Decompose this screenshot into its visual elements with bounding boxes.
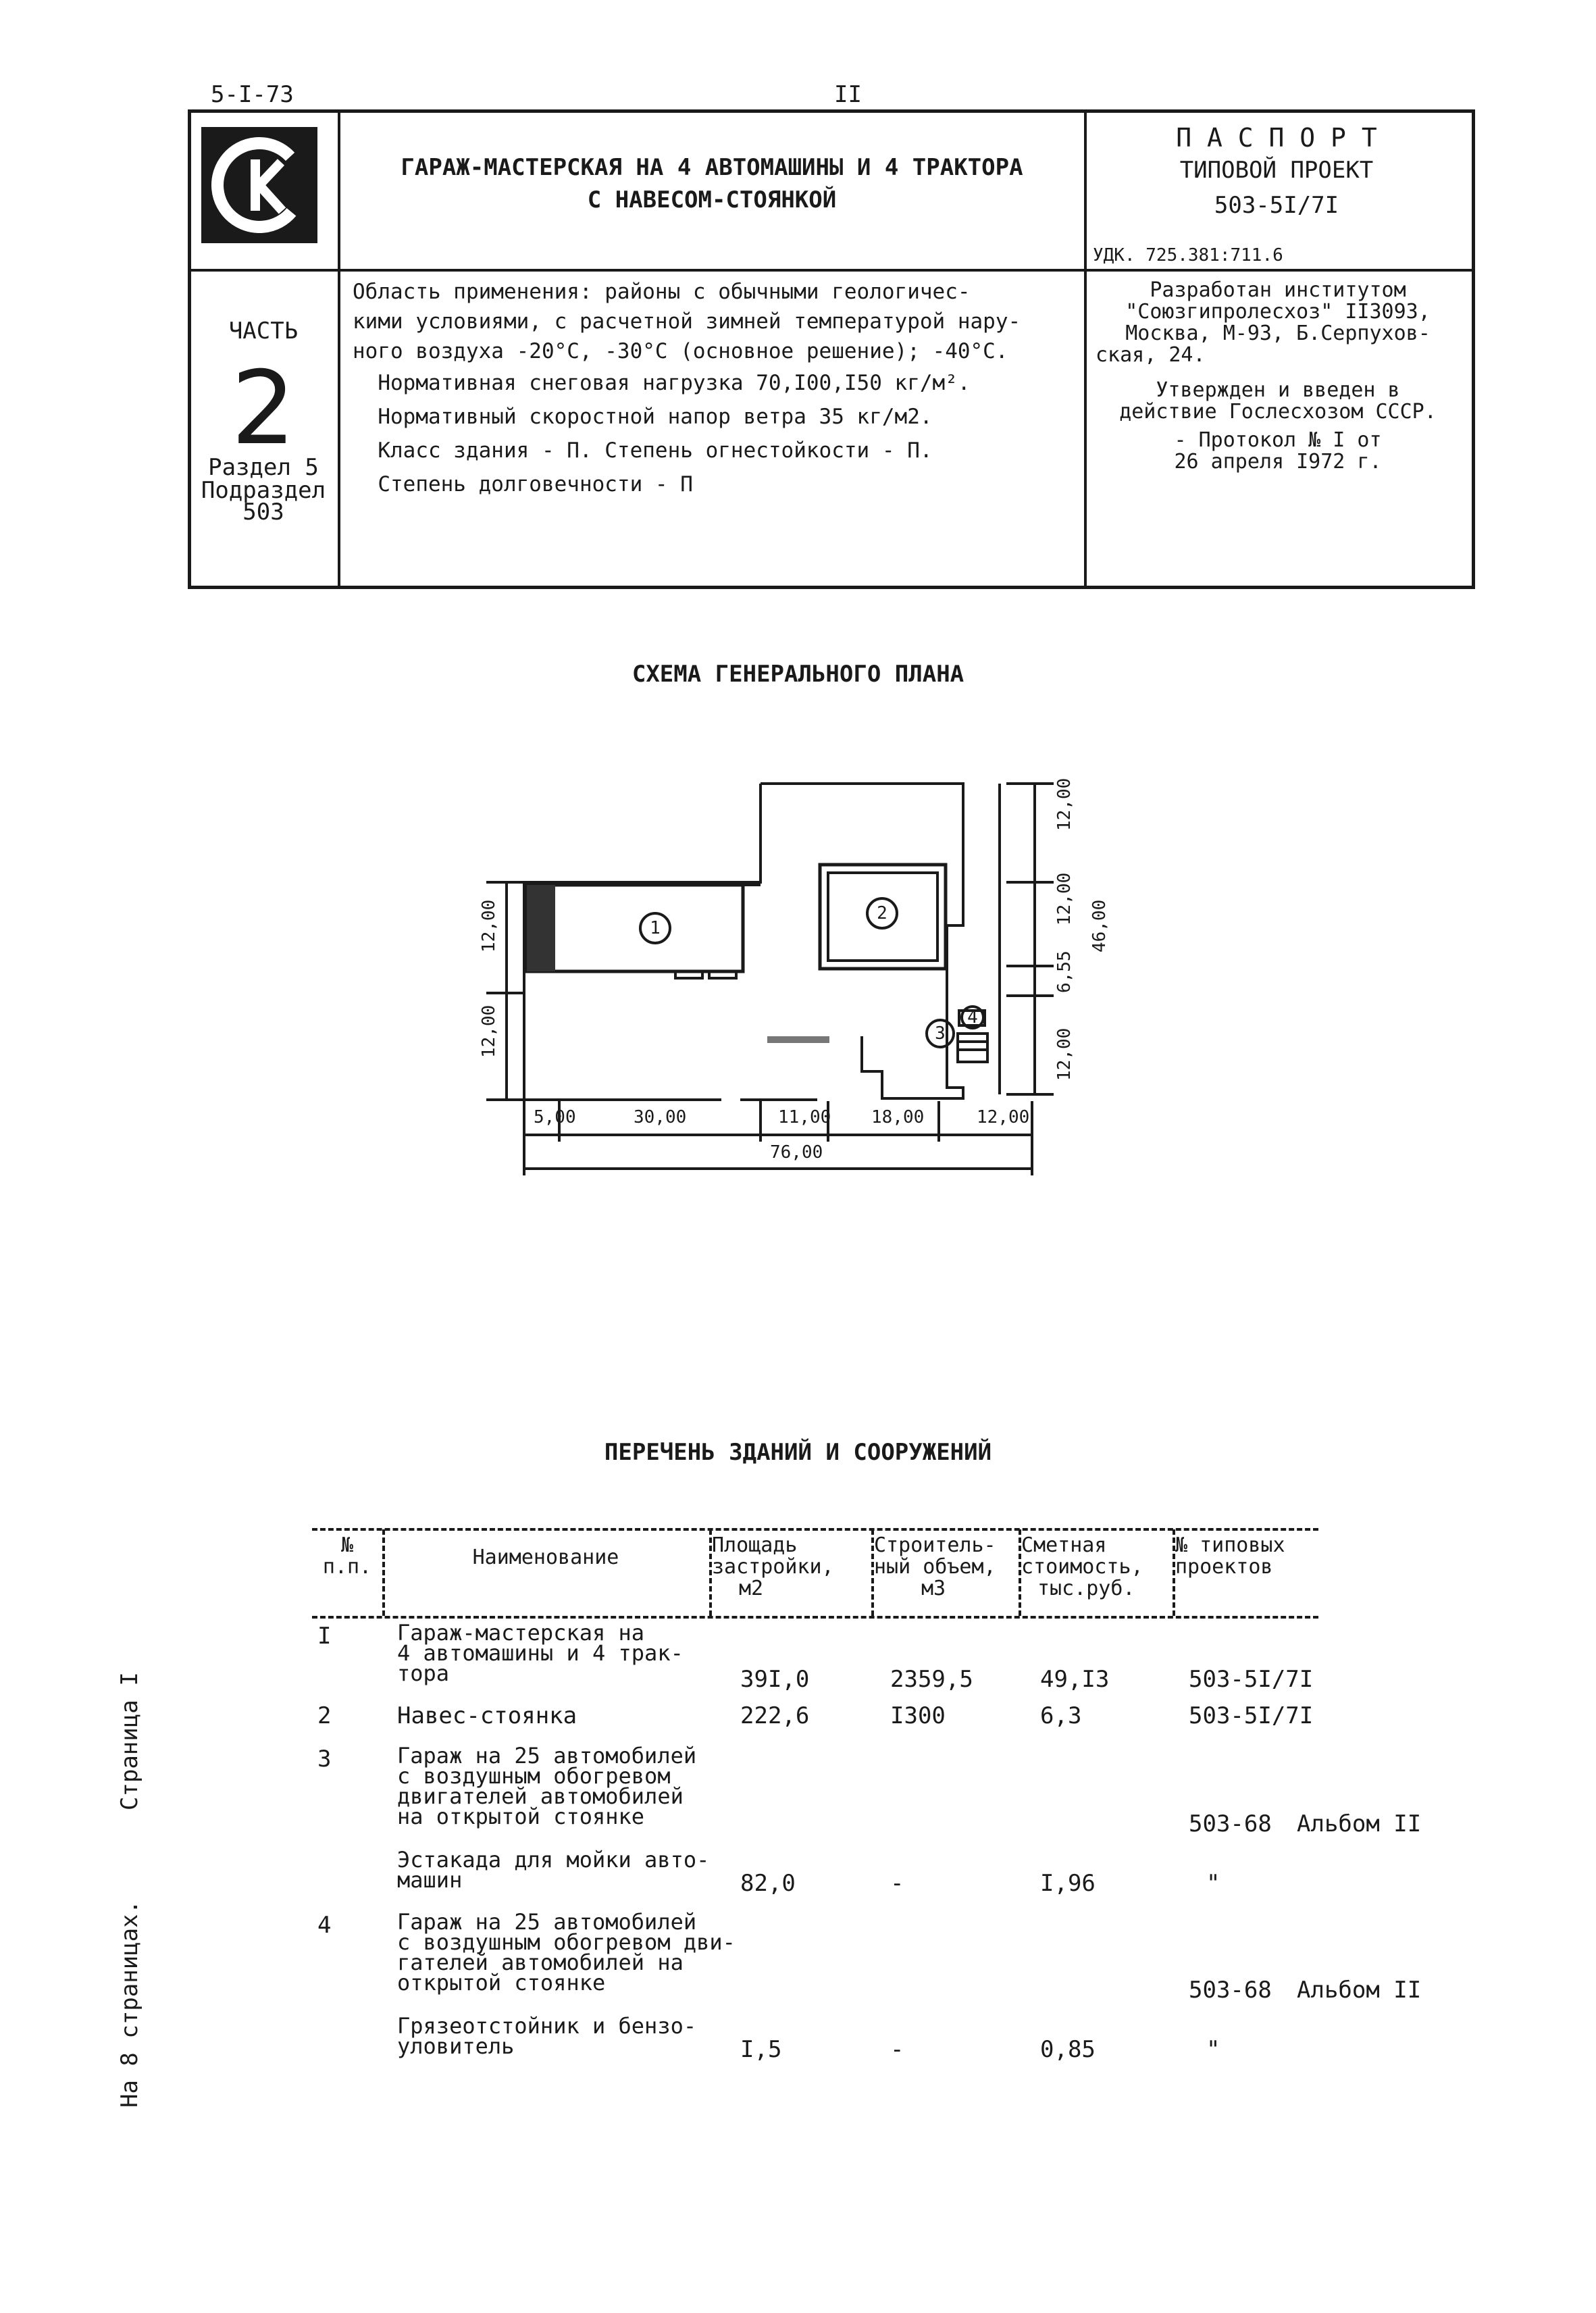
- row-name: Навес-стоянка: [397, 1702, 577, 1729]
- row-name: [397, 1620, 684, 1686]
- row-num: 4: [317, 1912, 332, 1939]
- plan-dim-right: 6,55: [1054, 950, 1075, 993]
- row-name-line: гателей автомобилей на: [397, 1950, 684, 1975]
- developer-line: Утвержден и введен в: [1156, 378, 1400, 402]
- row-area: 39I,0: [740, 1666, 810, 1693]
- header-volume: [874, 1535, 1017, 1600]
- row-cost: 49,I3: [1040, 1666, 1110, 1693]
- row-project: ": [1206, 1870, 1220, 1897]
- row-name-line: Гараж-мастерская на: [397, 1620, 645, 1646]
- plan-dim-bottom: 11,00: [778, 1107, 831, 1127]
- row-project: 503-68: [1189, 1977, 1272, 2004]
- row-name: [397, 1909, 736, 1996]
- plan-dim-bottom: 18,00: [871, 1107, 925, 1127]
- header-projects-line: № типовых: [1175, 1533, 1285, 1557]
- header-projects: [1175, 1535, 1318, 1578]
- page-label: Страница I: [116, 1672, 143, 1810]
- header-volume-line: м3: [921, 1577, 946, 1600]
- plan-dim-right: 12,00: [1054, 1027, 1075, 1081]
- plan-dim-bottom: 5,00: [534, 1107, 576, 1127]
- header-num-line: №: [340, 1533, 354, 1557]
- plan-marker-3: 3: [935, 1023, 946, 1044]
- developer-line: Москва, М-93, Б.Серпухов-: [1125, 322, 1431, 345]
- developer-line: "Союзгипролесхоз" II3093,: [1125, 300, 1431, 324]
- row-name-line: Гараж на 25 автомобилей: [397, 1743, 697, 1769]
- plan-marker-1: 1: [650, 918, 661, 938]
- developer-line: 26 апреля I972 г.: [1174, 450, 1382, 474]
- row-area: 222,6: [740, 1702, 810, 1729]
- scope-line: Степень долговечности - П: [353, 472, 693, 497]
- table-column-divider: [382, 1529, 385, 1616]
- logo: [201, 127, 317, 243]
- row-cost: 0,85: [1040, 2036, 1096, 2063]
- plan-dim-total-right: 46,00: [1089, 899, 1110, 952]
- plan-dim-left: 12,00: [479, 1005, 499, 1058]
- row-name-line: на открытой стоянке: [397, 1804, 645, 1829]
- site-plan-drawing: [459, 763, 1148, 1196]
- row-album: Альбом II: [1297, 1810, 1422, 1837]
- header-cost-line: Сметная: [1021, 1533, 1107, 1557]
- plan-dim-total-bottom: 76,00: [770, 1142, 823, 1163]
- row-volume: -: [890, 1870, 904, 1897]
- row-name-line: двигателей автомобилей: [397, 1783, 684, 1809]
- row-project: 503-5I/7I: [1189, 1702, 1314, 1729]
- scope-line: кими условиями, с расчетной зимней температурой нару-: [353, 309, 1021, 334]
- scope-line: Нормативный скоростной напор ветра 35 кг/м2.: [353, 405, 933, 429]
- row-name: [397, 1743, 697, 1829]
- section-line1: Раздел 5: [208, 454, 319, 481]
- row-volume: 2359,5: [890, 1666, 973, 1693]
- row-name-line: открытой стоянке: [397, 1970, 606, 1996]
- project-title-line1: ГАРАЖ-МАСТЕРСКАЯ НА 4 АВТОМАШИНЫ И 4 ТРАКТОРА: [401, 154, 1023, 181]
- scope-line: Нормативная снеговая нагрузка 70,I00,I50 кг/м².: [353, 371, 971, 395]
- header-area: [712, 1535, 870, 1600]
- header-area-line: застройки,: [712, 1555, 834, 1579]
- header-cost-line: стоимость,: [1021, 1555, 1143, 1579]
- developer-line: действие Гослесхозом СССР.: [1119, 400, 1437, 424]
- page-marker: II: [834, 81, 862, 108]
- plan-marker-4: 4: [967, 1007, 978, 1027]
- plan-dim-right: 12,00: [1054, 872, 1075, 925]
- header-volume-line: Строитель-: [874, 1533, 996, 1557]
- passport-project-label: ТИПОВОЙ ПРОЕКТ: [1179, 157, 1374, 184]
- plan-dim-right: 12,00: [1054, 778, 1075, 831]
- row-name-line: машин: [397, 1867, 463, 1893]
- table-header-border: [312, 1616, 1318, 1619]
- row-album: Альбом II: [1297, 1977, 1422, 2004]
- part-number: 2: [231, 350, 296, 467]
- plan-dim-bottom: 30,00: [634, 1107, 687, 1127]
- part-label: ЧАСТЬ: [228, 317, 299, 345]
- row-num: 2: [317, 1702, 332, 1729]
- scope-line: Класс здания - П. Степень огнестойкости - П.: [353, 438, 933, 463]
- row-volume: -: [890, 2036, 904, 2063]
- pages-total: На 8 страницах.: [116, 1900, 143, 2108]
- logo-mark-icon: [201, 127, 317, 243]
- header-volume-line: ный объем,: [874, 1555, 996, 1579]
- section-line3: 503: [242, 499, 284, 526]
- row-volume: I300: [890, 1702, 946, 1729]
- row-cost: I,96: [1040, 1870, 1096, 1897]
- plan-title: СХЕМА ГЕНЕРАЛЬНОГО ПЛАНА: [632, 661, 964, 688]
- row-cost: 6,3: [1040, 1702, 1082, 1729]
- list-title: ПЕРЕЧЕНЬ ЗДАНИЙ И СООРУЖЕНИЙ: [604, 1439, 992, 1466]
- row-name: [397, 1847, 710, 1893]
- plan-marker-2: 2: [877, 903, 887, 923]
- header-name-line: Наименование: [472, 1546, 619, 1569]
- passport-heading: П А С П О Р Т: [1176, 123, 1377, 153]
- row-name-line: 4 автомашины и 4 трак-: [397, 1640, 684, 1666]
- developer-line: Разработан институтом: [1150, 278, 1406, 302]
- developer-text: [1089, 280, 1467, 473]
- header-cost-line: тыс.руб.: [1037, 1577, 1135, 1600]
- row-project: 503-5I/7I: [1189, 1666, 1314, 1693]
- table-top-border: [312, 1528, 1318, 1531]
- header-projects-line: проектов: [1175, 1555, 1273, 1579]
- row-name-line: Гараж на 25 автомобилей: [397, 1909, 697, 1935]
- header-cost: [1021, 1535, 1171, 1600]
- row-name-line: Грязеотстойник и бензо-: [397, 2013, 697, 2039]
- section-line2: Подраздел: [201, 477, 326, 504]
- row-project: 503-68: [1189, 1810, 1272, 1837]
- project-title-line2: С НАВЕСОМ-СТОЯНКОЙ: [587, 186, 837, 213]
- row-name: [397, 2013, 697, 2059]
- udk-code: УДК. 725.381:711.6: [1093, 245, 1283, 265]
- row-num: 3: [317, 1746, 332, 1773]
- row-project: ": [1206, 2036, 1220, 2063]
- row-area: I,5: [740, 2036, 782, 2063]
- plan-dim-left: 12,00: [479, 899, 499, 952]
- developer-line: - Протокол № I от: [1174, 428, 1382, 452]
- passport-project-code: 503-5I/7I: [1214, 192, 1339, 219]
- row-name-line: с воздушным обогревом дви-: [397, 1929, 736, 1955]
- plan-dim-bottom: 12,00: [977, 1107, 1030, 1127]
- scope-text: [353, 277, 1021, 501]
- row-name-line: Эстакада для мойки авто-: [397, 1847, 710, 1873]
- row-name-line: уловитель: [397, 2033, 515, 2059]
- developer-line: ская, 24.: [1096, 343, 1206, 367]
- row-name-line: с воздушным обогревом: [397, 1763, 671, 1789]
- scope-line: Область применения: районы с обычными геологичес-: [353, 280, 971, 304]
- header-area-line: Площадь: [712, 1533, 798, 1557]
- scope-line: ного воздуха -20°С, -30°С (основное решение); -40°С.: [353, 339, 1008, 363]
- document-number: 5-I-73: [211, 81, 294, 108]
- row-num: I: [317, 1623, 332, 1650]
- row-area: 82,0: [740, 1870, 796, 1897]
- header-num-line: п.п.: [322, 1555, 372, 1579]
- header-name: [385, 1547, 706, 1569]
- row-name-line: тора: [397, 1660, 450, 1686]
- header-area-line: м2: [739, 1577, 764, 1600]
- header-num: [315, 1535, 380, 1578]
